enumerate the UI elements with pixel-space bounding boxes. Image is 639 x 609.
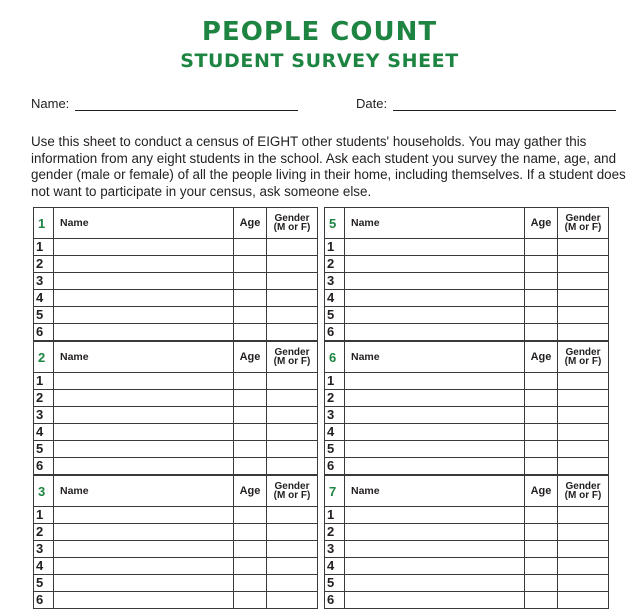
gender-cell[interactable] xyxy=(558,390,609,407)
row-number: 3 xyxy=(325,541,345,558)
age-cell[interactable] xyxy=(234,575,267,592)
name-column-header: Name xyxy=(345,208,525,239)
name-cell[interactable] xyxy=(54,256,234,273)
gender-hint: (M or F) xyxy=(273,356,311,367)
table-row xyxy=(325,239,609,256)
gender-cell[interactable] xyxy=(267,324,318,341)
gender-cell[interactable] xyxy=(267,558,318,575)
row-number: 4 xyxy=(34,290,54,307)
gender-cell[interactable] xyxy=(558,373,609,390)
age-cell[interactable] xyxy=(234,441,267,458)
table-row xyxy=(34,424,318,441)
row-number: 2 xyxy=(325,390,345,407)
date-label: Date: xyxy=(356,96,388,111)
gender-label: Gender xyxy=(565,212,601,224)
row-number: 3 xyxy=(34,407,54,424)
gender-cell[interactable] xyxy=(558,558,609,575)
household-header-row xyxy=(325,208,609,239)
gender-label: Gender xyxy=(565,346,601,358)
age-cell[interactable] xyxy=(234,458,267,475)
table-row xyxy=(325,424,609,441)
gender-cell[interactable] xyxy=(267,407,318,424)
row-number: 6 xyxy=(325,458,345,475)
table-row xyxy=(325,592,609,609)
name-cell[interactable] xyxy=(54,575,234,592)
gender-cell[interactable] xyxy=(558,507,609,524)
gender-cell[interactable] xyxy=(267,256,318,273)
gender-hint: (M or F) xyxy=(564,222,602,233)
gender-cell[interactable] xyxy=(267,373,318,390)
age-cell[interactable] xyxy=(234,307,267,324)
table-row xyxy=(325,524,609,541)
row-number: 4 xyxy=(34,558,54,575)
age-column-header: Age xyxy=(234,208,267,239)
gender-column-header xyxy=(267,208,318,239)
gender-cell[interactable] xyxy=(558,407,609,424)
age-cell[interactable] xyxy=(234,592,267,609)
table-row xyxy=(34,575,318,592)
row-number: 2 xyxy=(325,256,345,273)
name-field[interactable] xyxy=(31,96,298,111)
gender-column-header xyxy=(267,476,318,507)
gender-label: Gender xyxy=(274,346,310,358)
gender-cell[interactable] xyxy=(558,290,609,307)
table-row xyxy=(325,324,609,341)
household-table-6 xyxy=(324,341,609,475)
row-number: 3 xyxy=(325,273,345,290)
age-cell[interactable] xyxy=(525,239,558,256)
gender-cell[interactable] xyxy=(267,307,318,324)
name-cell[interactable] xyxy=(54,290,234,307)
table-row xyxy=(325,407,609,424)
age-cell[interactable] xyxy=(234,273,267,290)
household-header-row xyxy=(325,476,609,507)
household-header-row xyxy=(34,208,318,239)
gender-cell[interactable] xyxy=(558,592,609,609)
row-number: 5 xyxy=(34,307,54,324)
household-number: 5 xyxy=(325,208,345,239)
name-cell[interactable] xyxy=(54,592,234,609)
household-header-row xyxy=(325,342,609,373)
gender-hint: (M or F) xyxy=(273,490,311,501)
name-cell[interactable] xyxy=(345,307,525,324)
name-cell[interactable] xyxy=(345,441,525,458)
name-cell[interactable] xyxy=(54,541,234,558)
row-number: 2 xyxy=(34,256,54,273)
age-column-header: Age xyxy=(525,476,558,507)
age-cell[interactable] xyxy=(234,507,267,524)
gender-cell[interactable] xyxy=(558,458,609,475)
gender-cell[interactable] xyxy=(558,307,609,324)
row-number: 1 xyxy=(325,239,345,256)
gender-cell[interactable] xyxy=(267,507,318,524)
name-input-line[interactable] xyxy=(75,99,298,111)
gender-cell[interactable] xyxy=(267,441,318,458)
age-cell[interactable] xyxy=(525,507,558,524)
table-row xyxy=(34,239,318,256)
table-row xyxy=(325,256,609,273)
name-column-header: Name xyxy=(345,342,525,373)
gender-cell[interactable] xyxy=(267,592,318,609)
age-cell[interactable] xyxy=(525,424,558,441)
row-number: 5 xyxy=(325,441,345,458)
name-column-header: Name xyxy=(54,208,234,239)
household-table-3 xyxy=(33,475,318,609)
name-cell[interactable] xyxy=(54,390,234,407)
name-cell[interactable] xyxy=(54,524,234,541)
name-cell[interactable] xyxy=(54,558,234,575)
row-number: 2 xyxy=(34,524,54,541)
age-cell[interactable] xyxy=(525,290,558,307)
name-cell[interactable] xyxy=(345,273,525,290)
row-number: 4 xyxy=(325,424,345,441)
age-cell[interactable] xyxy=(525,592,558,609)
name-cell[interactable] xyxy=(345,239,525,256)
table-row xyxy=(34,441,318,458)
name-cell[interactable] xyxy=(54,407,234,424)
household-number: 3 xyxy=(34,476,54,507)
name-cell[interactable] xyxy=(345,558,525,575)
table-row xyxy=(34,390,318,407)
age-cell[interactable] xyxy=(525,541,558,558)
name-label: Name: xyxy=(31,96,70,111)
name-cell[interactable] xyxy=(54,239,234,256)
gender-column-header xyxy=(558,342,609,373)
table-row xyxy=(325,458,609,475)
household-header-row xyxy=(34,342,318,373)
row-number: 5 xyxy=(325,575,345,592)
date-input-line[interactable] xyxy=(393,99,616,111)
age-cell[interactable] xyxy=(525,441,558,458)
table-row xyxy=(34,592,318,609)
table-row xyxy=(325,390,609,407)
name-cell[interactable] xyxy=(54,273,234,290)
age-cell[interactable] xyxy=(234,524,267,541)
page-title: PEOPLE COUNT xyxy=(201,17,438,47)
row-number: 1 xyxy=(34,239,54,256)
row-number: 6 xyxy=(34,592,54,609)
row-number: 1 xyxy=(325,507,345,524)
age-cell[interactable] xyxy=(234,424,267,441)
row-number: 1 xyxy=(34,373,54,390)
table-row xyxy=(34,324,318,341)
age-cell[interactable] xyxy=(234,239,267,256)
row-number: 3 xyxy=(325,407,345,424)
gender-cell[interactable] xyxy=(267,424,318,441)
household-number: 1 xyxy=(34,208,54,239)
household-number: 7 xyxy=(325,476,345,507)
gender-column-header xyxy=(558,476,609,507)
name-cell[interactable] xyxy=(54,373,234,390)
household-number: 2 xyxy=(34,342,54,373)
row-number: 2 xyxy=(325,524,345,541)
row-number: 1 xyxy=(325,373,345,390)
name-cell[interactable] xyxy=(54,324,234,341)
age-column-header: Age xyxy=(525,342,558,373)
age-cell[interactable] xyxy=(234,541,267,558)
age-cell[interactable] xyxy=(234,256,267,273)
gender-cell[interactable] xyxy=(267,290,318,307)
gender-cell[interactable] xyxy=(558,424,609,441)
household-grid-right xyxy=(324,207,609,609)
household-grid-left xyxy=(33,207,318,609)
gender-cell[interactable] xyxy=(558,239,609,256)
table-row xyxy=(34,507,318,524)
gender-cell[interactable] xyxy=(267,575,318,592)
table-row xyxy=(34,256,318,273)
gender-cell[interactable] xyxy=(267,541,318,558)
table-row xyxy=(34,290,318,307)
age-cell[interactable] xyxy=(525,558,558,575)
age-cell[interactable] xyxy=(234,373,267,390)
row-number: 6 xyxy=(325,592,345,609)
age-cell[interactable] xyxy=(525,307,558,324)
table-row xyxy=(325,541,609,558)
table-row xyxy=(34,273,318,290)
gender-column-header xyxy=(267,342,318,373)
row-number: 4 xyxy=(325,558,345,575)
gender-hint: (M or F) xyxy=(564,356,602,367)
gender-cell[interactable] xyxy=(558,441,609,458)
age-cell[interactable] xyxy=(525,407,558,424)
name-cell[interactable] xyxy=(345,373,525,390)
household-number: 6 xyxy=(325,342,345,373)
age-column-header: Age xyxy=(525,208,558,239)
age-cell[interactable] xyxy=(234,290,267,307)
row-number: 3 xyxy=(34,541,54,558)
name-column-header: Name xyxy=(54,342,234,373)
name-cell[interactable] xyxy=(345,424,525,441)
age-cell[interactable] xyxy=(525,324,558,341)
table-row xyxy=(325,575,609,592)
name-cell[interactable] xyxy=(345,541,525,558)
name-cell[interactable] xyxy=(345,390,525,407)
row-number: 5 xyxy=(34,575,54,592)
gender-label: Gender xyxy=(274,212,310,224)
row-number: 5 xyxy=(325,307,345,324)
table-row xyxy=(34,373,318,390)
gender-label: Gender xyxy=(565,480,601,492)
row-number: 5 xyxy=(34,441,54,458)
name-cell[interactable] xyxy=(345,324,525,341)
age-cell[interactable] xyxy=(525,524,558,541)
name-cell[interactable] xyxy=(345,458,525,475)
table-row xyxy=(34,524,318,541)
household-header-row xyxy=(34,476,318,507)
table-row xyxy=(325,273,609,290)
age-cell[interactable] xyxy=(234,558,267,575)
row-number: 3 xyxy=(34,273,54,290)
gender-cell[interactable] xyxy=(267,273,318,290)
age-cell[interactable] xyxy=(525,256,558,273)
page-subtitle: STUDENT SURVEY SHEET xyxy=(180,50,459,72)
name-cell[interactable] xyxy=(345,507,525,524)
household-table-5 xyxy=(324,207,609,341)
household-table-7 xyxy=(324,475,609,609)
row-number: 6 xyxy=(34,458,54,475)
age-cell[interactable] xyxy=(525,458,558,475)
age-cell[interactable] xyxy=(525,373,558,390)
gender-cell[interactable] xyxy=(267,239,318,256)
name-cell[interactable] xyxy=(54,424,234,441)
gender-cell[interactable] xyxy=(558,524,609,541)
age-cell[interactable] xyxy=(525,575,558,592)
table-row xyxy=(34,541,318,558)
row-number: 1 xyxy=(34,507,54,524)
gender-cell[interactable] xyxy=(558,256,609,273)
age-column-header: Age xyxy=(234,476,267,507)
name-cell[interactable] xyxy=(54,458,234,475)
table-row xyxy=(325,307,609,324)
age-cell[interactable] xyxy=(234,390,267,407)
name-cell[interactable] xyxy=(54,507,234,524)
household-table-1 xyxy=(33,207,318,341)
gender-cell[interactable] xyxy=(267,390,318,407)
gender-label: Gender xyxy=(274,480,310,492)
name-cell[interactable] xyxy=(345,575,525,592)
gender-cell[interactable] xyxy=(558,541,609,558)
table-row xyxy=(325,507,609,524)
table-row xyxy=(34,307,318,324)
gender-cell[interactable] xyxy=(558,324,609,341)
row-number: 4 xyxy=(34,424,54,441)
gender-cell[interactable] xyxy=(558,273,609,290)
age-cell[interactable] xyxy=(525,390,558,407)
name-cell[interactable] xyxy=(345,407,525,424)
age-column-header: Age xyxy=(234,342,267,373)
name-cell[interactable] xyxy=(54,441,234,458)
age-cell[interactable] xyxy=(234,407,267,424)
gender-cell[interactable] xyxy=(267,458,318,475)
table-row xyxy=(34,458,318,475)
name-cell[interactable] xyxy=(345,256,525,273)
name-cell[interactable] xyxy=(345,592,525,609)
name-column-header: Name xyxy=(54,476,234,507)
row-number: 4 xyxy=(325,290,345,307)
name-cell[interactable] xyxy=(345,290,525,307)
row-number: 2 xyxy=(34,390,54,407)
table-row xyxy=(34,558,318,575)
gender-hint: (M or F) xyxy=(564,490,602,501)
name-cell[interactable] xyxy=(345,524,525,541)
table-row xyxy=(325,290,609,307)
table-row xyxy=(325,558,609,575)
date-field[interactable] xyxy=(356,96,616,111)
table-row xyxy=(34,407,318,424)
row-number: 6 xyxy=(325,324,345,341)
gender-cell[interactable] xyxy=(267,524,318,541)
household-table-2 xyxy=(33,341,318,475)
row-number: 6 xyxy=(34,324,54,341)
name-column-header: Name xyxy=(345,476,525,507)
name-cell[interactable] xyxy=(54,307,234,324)
gender-cell[interactable] xyxy=(558,575,609,592)
age-cell[interactable] xyxy=(525,273,558,290)
table-row xyxy=(325,441,609,458)
gender-hint: (M or F) xyxy=(273,222,311,233)
gender-column-header xyxy=(558,208,609,239)
age-cell[interactable] xyxy=(234,324,267,341)
table-row xyxy=(325,373,609,390)
instructions-paragraph: Use this sheet to conduct a census of EIGHT other students' households. You may gather this information from any eight students in the school. Ask each student you survey the name, age, and gender (male or female) of all the people living in their home, including themselves. If a student does not want to participate in your census, ask someone else. xyxy=(31,134,626,199)
